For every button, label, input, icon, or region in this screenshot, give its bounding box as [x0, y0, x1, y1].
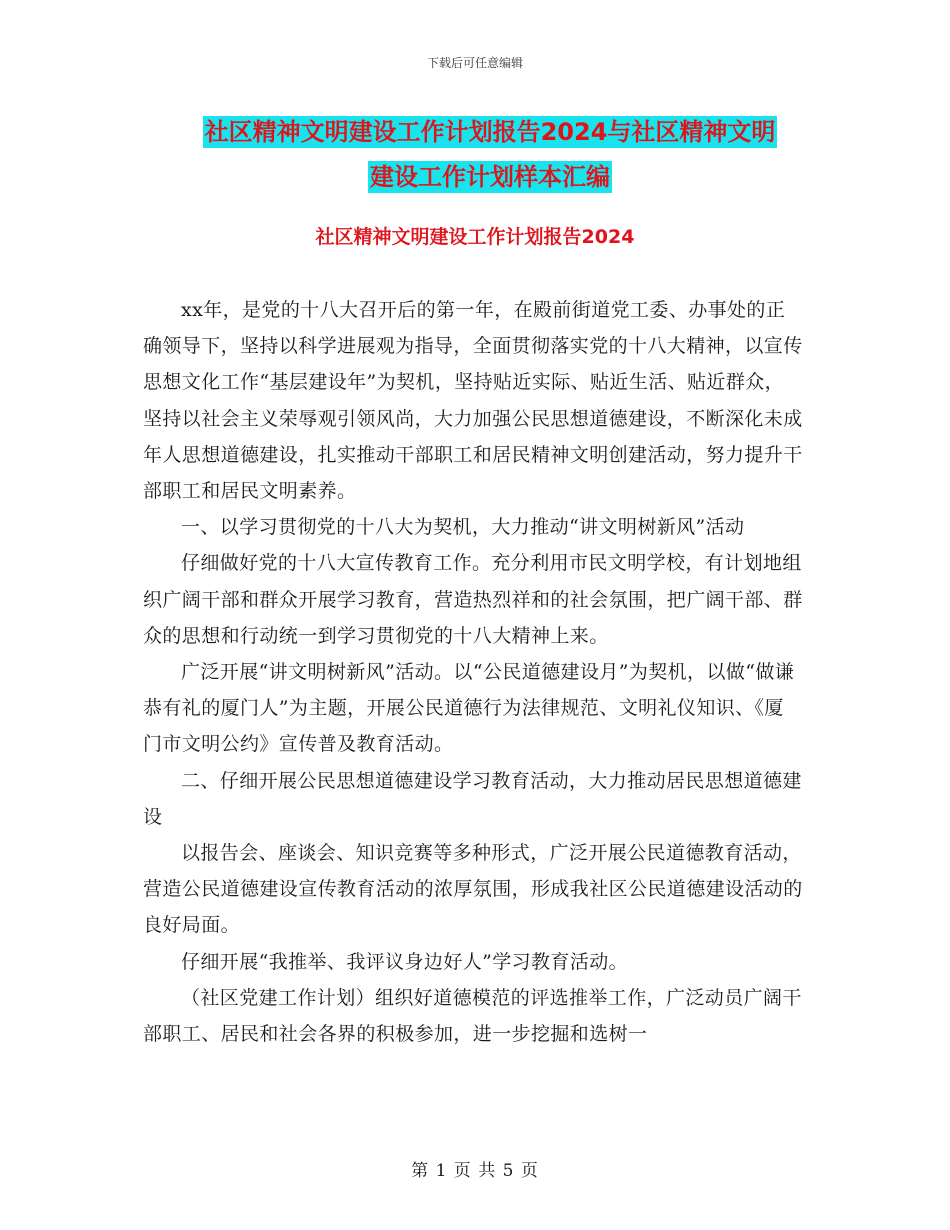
- paragraph-intro: xx年，是党的十八大召开后的第一年，在殿前街道党工委、办事处的正确领导下，坚持以科学进展观为指导，全面贯彻落实党的十八大精神，以宣传思想文化工作“基层建设年”为契机，坚持贴近实际、贴近生活、贴近群众，坚持以社会主义荣辱观引领风尚，大力加强公民思想道德建设，不断深化未成年人思想道德建设，扎实推动干部职工和居民精神文明创建活动，努力提升干部职工和居民文明素养。: [143, 299, 803, 503]
- paragraph-heading-1: 一、以学习贯彻党的十八大为契机，大力推动“讲文明树新风”活动: [181, 516, 745, 539]
- paragraph: （社区党建工作计划）组织好道德模范的评选推举工作，广泛动员广阔干部职工、居民和社会各界的积极参加，进一步挖掘和选树一: [143, 986, 802, 1046]
- document-title-line-1: 社区精神文明建设工作计划报告2024与社区精神文明: [204, 118, 776, 146]
- paragraph: 以报告会、座谈会、知识竞赛等多种形式，广泛开展公民道德教育活动，营造公民道德建设宣传教育活动的浓厚氛围，形成我社区公民道德建设活动的良好局面。: [143, 842, 803, 937]
- page-footer: 第 1 页 共 5 页: [411, 1161, 539, 1181]
- document-title-line-2: 建设工作计划样本汇编: [370, 163, 610, 191]
- paragraph: 广泛开展“讲文明树新风”活动。以“公民道德建设月”为契机，以做“做谦恭有礼的厦门人”为主题，开展公民道德行为法律规范、文明礼仪知识、《厦门市文明公约》宣传普及教育活动。: [143, 661, 795, 756]
- paragraph: 仔细开展“我推举、我评议身边好人”学习教育活动。: [181, 950, 629, 973]
- document-title: [140, 110, 840, 200]
- header-note: 下载后可任意编辑: [426, 56, 523, 70]
- document-body: [143, 292, 803, 1052]
- paragraph: 仔细做好党的十八大宣传教育工作。充分利用市民文明学校，有计划地组织广阔干部和群众开展学习教育，营造热烈祥和的社会氛围，把广阔干部、群众的思想和行动统一到学习贯彻党的十八大精神上来。: [143, 552, 803, 647]
- paragraph-heading-2: 二、仔细开展公民思想道德建设学习教育活动，大力推动居民思想道德建设: [143, 769, 802, 828]
- section-title: 社区精神文明建设工作计划报告2024: [315, 226, 635, 248]
